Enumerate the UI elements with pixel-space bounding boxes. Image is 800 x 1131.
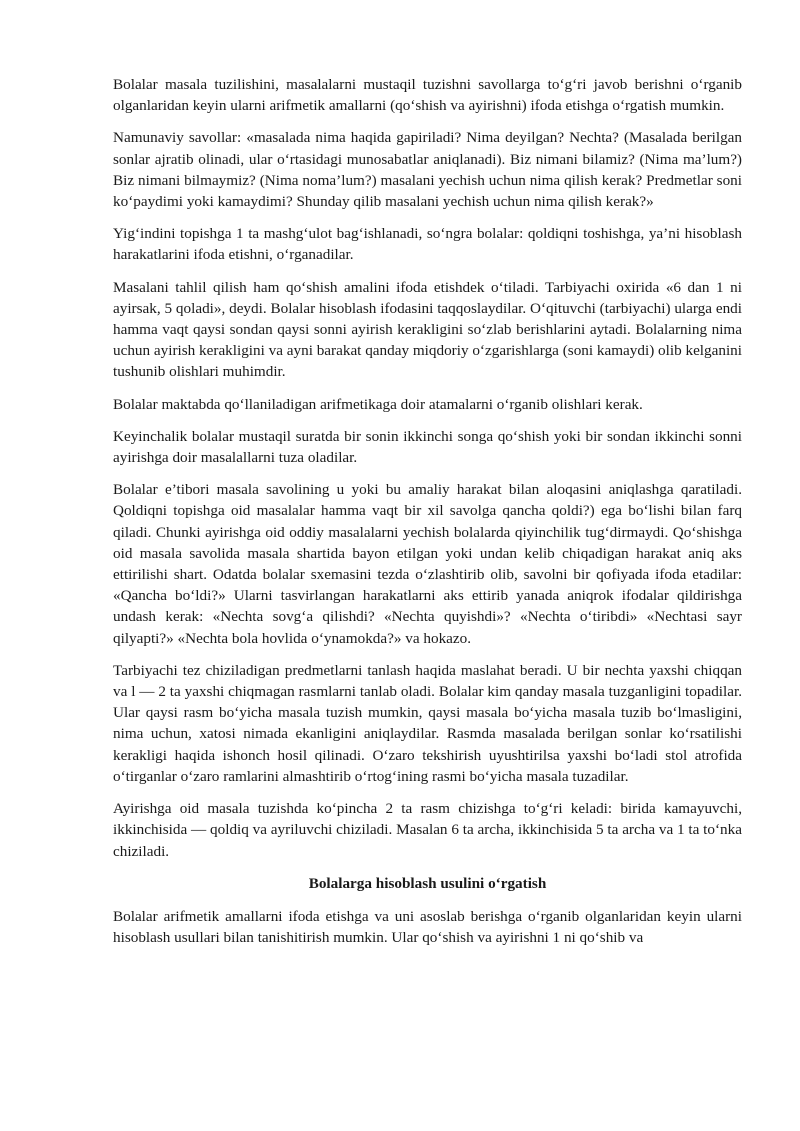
paragraph-final: Bolalar arifmetik amallarni ifoda etishga va uni asoslab berishga o‘rganib olganlaridan keyin ularni hisoblash usullari bilan tanishitirish mumkin. Ular qo‘shish va ayirishni 1 ni qo‘shib va: [113, 907, 742, 947]
paragraph-3: Yig‘indini topishga 1 ta mashg‘ulot bag‘ishlanadi, so‘ngra bolalar: qoldiqni toshishga, ya’ni hisoblash harakatlarini ifoda etishni, o‘rganadilar.: [113, 225, 742, 264]
paragraph-6: Keyinchalik bolalar mustaqil suratda bir sonin ikkinchi songa qo‘shish yoki bir sondan ikkinchi sonni ayirishga doir masalallarni tuza oladilar.: [113, 427, 742, 467]
paragraph-8: Tarbiyachi tez chiziladigan predmetlarni tanlash haqida maslahat beradi. U bir nechta yaxshi chiqqan va l — 2 ta yaxshi chiqmagan rasmlarni tanlab oladi. Bolalar kim qanday masala tuzganligini topadilar. Ular qaysi rasm bo‘yicha masala tuzish mumkin, qaysi masala bo‘yicha masala tuzib bo‘lmasligini, nima uchun, xatosi nimada ekanligini aniqlaydilar. Rasmda masalada berilgan sonlar ko‘rsatilishi kerakligi haqida ishonch hosil qilinadi. O‘zaro tekshirish uyushtirilsa yaxshi bo‘ladi stol atrofida o‘tirganlar o‘zaro ramlarini almashtirib o‘rtog‘ining rasmi bo‘yicha masala tuzadilar.: [113, 661, 742, 785]
paragraph-2: Namunaviy savollar: «masalada nima haqida gapiriladi? Nima deyilgan? Nechta? (Masalada berilgan sonlar ajratib olinadi, ular o‘rtasidagi munosabatlar aniqlanadi). Biz nimani bilamiz? (Nima ma’lum?) Biz nimani bilmaymiz? (Nima noma’lum?) masalani yechish uchun nima qilish kerak? Predmetlar soni ko‘paydimi yoki kamaydimi? Shunday qilib masalani yechish uchun nima qilish kerak?»: [113, 129, 742, 211]
document-page: [113, 74, 742, 959]
paragraph-7: Bolalar e’tibori masala savolining u yoki bu amaliy harakat bilan aloqasini aniqlashga qaratiladi. Qoldiqni topishga oid masalalar hamma vaqt bir xil savolga qancha qoldi?) ega bo‘lishi bilan farq qiladi. Chunki ayirishga oid oddiy masalalarni yechish bolalarda qiyinchilik tug‘dirmaydi. Qo‘shishga oid masala savolida masala shartida bayon etilgan yoki undan kelib chiqadigan harakat aniq aks ettirilishi shart. Odatda bolalar sxemasini tezda o‘zlashtirib olib, savolni bir qofiyada ifoda etadilar: «Qancha bo‘ldi?» Ularni tasvirlangan harakatlarni aks ettirib yanada aniqrok ifodalar qildirishga undash kerak: «Nechta sovg‘a qilishdi? «Nechta quyishdi»? «Nechta o‘tiribdi» «Nechtasi sayr qilyapti?» «Nechta bola hovlida o‘ynamokda?» va hokazo.: [113, 481, 742, 647]
paragraph-1: Bolalar masala tuzilishini, masalalarni mustaqil tuzishni savollarga to‘g‘ri javob berishni o‘rganib olganlaridan keyin ularni arifmetik amallarni (qo‘shish va ayirishni) ifoda etishga o‘rgatish mumkin.: [113, 76, 742, 115]
paragraph-4: Masalani tahlil qilish ham qo‘shish amalini ifoda etishdek o‘tiladi. Tarbiyachi oxirida «6 dan 1 ni ayirsak, 5 qoladi», deydi. Bolalar hisoblash ifodasini taqqoslaydilar. O‘qituvchi (tarbiyachi) ularga endi hamma vaqt qaysi sondan qaysi sonni ayirish kerakligini so‘zlab berishlarini aytadi. Bolalarning nima uchun ayirish kerakligini va ayni barakat qanday miqdoriy o‘zgarishlarga (soni kamaydi) olib kelganini tushunib olishlari muhimdir.: [113, 278, 742, 381]
paragraph-5: Bolalar maktabda qo‘llaniladigan arifmetikaga doir atamalarni o‘rganib olishlari kerak.: [113, 395, 643, 413]
paragraph-9: Ayirishga oid masala tuzishda ko‘pincha 2 ta rasm chizishga to‘g‘ri keladi: birida kamayuvchi, ikkinchisida — qoldiq va ayriluvchi chiziladi. Masalan 6 ta archa, ikkinchisida 5 ta archa va 1 ta to‘nka chiziladi.: [113, 800, 742, 860]
section-heading: Bolalarga hisoblash usulini o‘rgatish: [308, 874, 547, 892]
